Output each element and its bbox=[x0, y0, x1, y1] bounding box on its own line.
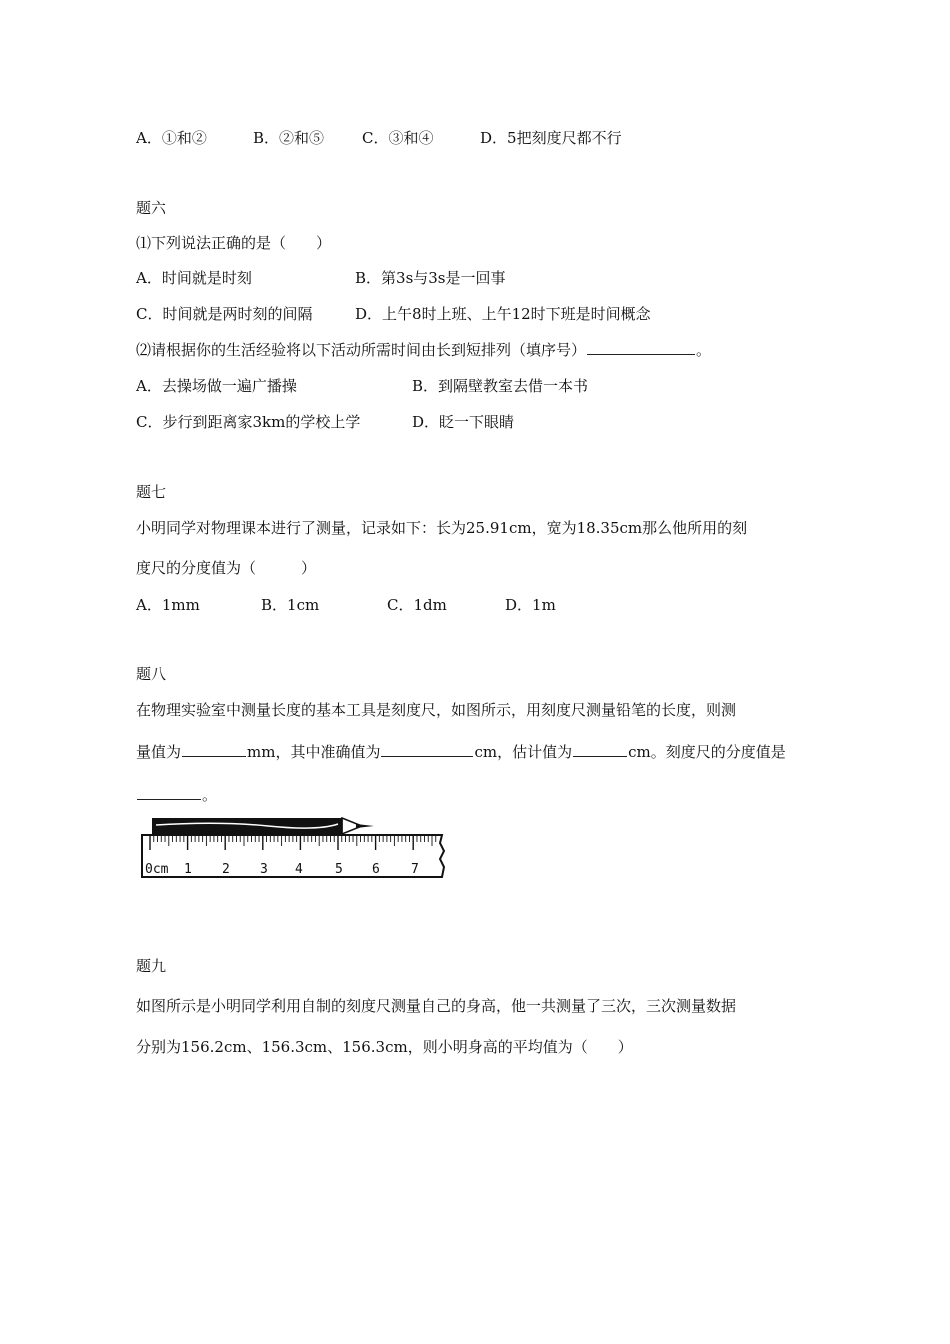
q6-part2-stem bbox=[136, 339, 711, 360]
q5-option-c: C．③和④ bbox=[362, 129, 434, 147]
q8-stem-line1: 在物理实验室中测量长度的基本工具是刻度尺，如图所示，用刻度尺测量铅笔的长度，则测 bbox=[136, 701, 737, 719]
ruler bbox=[142, 835, 444, 877]
q7-stem-line2: 度尺的分度值为（ ） bbox=[136, 559, 317, 577]
q8-blank-accurate bbox=[381, 741, 473, 757]
q7-stem-line1: 小明同学对物理课本进行了测量，记录如下：长为25.91cm，宽为18.35cm那么他所用的刻 bbox=[136, 519, 748, 537]
q9-stem-line2: 分别为156.2cm、156.3cm、156.3cm，则小明身高的平均值为（ ） bbox=[136, 1038, 633, 1056]
q6-p1-option-a: A．时间就是时刻 bbox=[136, 269, 252, 287]
q8-text-b: mm，其中准确值为 bbox=[247, 743, 381, 761]
q8-stem-line2 bbox=[136, 741, 786, 762]
ruler-label-3: 3 bbox=[260, 862, 268, 877]
q6-p1-option-d: D．上午8时上班、上午12时下班是时间概念 bbox=[355, 305, 651, 323]
q6-p2-option-c: C．步行到距离家3km的学校上学 bbox=[136, 413, 361, 431]
ruler-label-5: 5 bbox=[335, 862, 343, 877]
q6-p1-option-c: C．时间就是两时刻的间隔 bbox=[136, 305, 313, 323]
q6-p2-option-d: D．眨一下眼睛 bbox=[412, 413, 515, 431]
q8-blank-division bbox=[137, 784, 201, 800]
q6-p1-option-b: B．第3s与3s是一回事 bbox=[355, 269, 506, 287]
ruler-label-6: 6 bbox=[372, 862, 380, 877]
ruler-label-0cm: 0cm bbox=[145, 862, 169, 877]
q8-text-a: 量值为 bbox=[136, 743, 182, 761]
q8-blank-measured bbox=[182, 741, 246, 757]
q6-answer-blank bbox=[587, 339, 695, 355]
q6-part1-stem: ⑴下列说法正确的是（ ） bbox=[136, 234, 332, 252]
q6-part2-text: ⑵请根据你的生活经验将以下活动所需时间由长到短排列（填序号） bbox=[136, 341, 587, 359]
ruler-label-4: 4 bbox=[295, 862, 303, 877]
ruler-label-1: 1 bbox=[184, 862, 192, 877]
ruler-pencil-figure bbox=[138, 815, 450, 881]
q8-text-end: 。 bbox=[202, 786, 218, 804]
q9-title: 题九 bbox=[136, 957, 167, 975]
q5-option-d: D．5把刻度尺都不行 bbox=[480, 129, 622, 147]
q7-option-b: B．1cm bbox=[261, 596, 320, 614]
q8-text-d: cm。刻度尺的分度值是 bbox=[628, 743, 786, 761]
pencil bbox=[152, 818, 374, 834]
q6-p2-option-b: B．到隔壁教室去借一本书 bbox=[412, 377, 589, 395]
q5-option-b: B．②和⑤ bbox=[253, 129, 325, 147]
q8-text-c: cm，估计值为 bbox=[474, 743, 573, 761]
q7-option-a: A．1mm bbox=[136, 596, 200, 614]
q6-title: 题六 bbox=[136, 199, 167, 217]
q8-stem-line3 bbox=[136, 784, 217, 805]
q8-blank-estimate bbox=[573, 741, 627, 757]
q6-p2-option-a: A．去操场做一遍广播操 bbox=[136, 377, 297, 395]
q9-stem-line1: 如图所示是小明同学利用自制的刻度尺测量自己的身高，他一共测量了三次，三次测量数据 bbox=[136, 997, 737, 1015]
q7-title: 题七 bbox=[136, 483, 167, 501]
q6-part2-end: 。 bbox=[696, 341, 712, 359]
q8-title: 题八 bbox=[136, 665, 167, 683]
q7-option-c: C．1dm bbox=[387, 596, 447, 614]
q7-option-d: D．1m bbox=[505, 596, 556, 614]
q5-option-a: A．①和② bbox=[136, 129, 207, 147]
ruler-label-7: 7 bbox=[411, 862, 419, 877]
ruler-label-2: 2 bbox=[222, 862, 230, 877]
